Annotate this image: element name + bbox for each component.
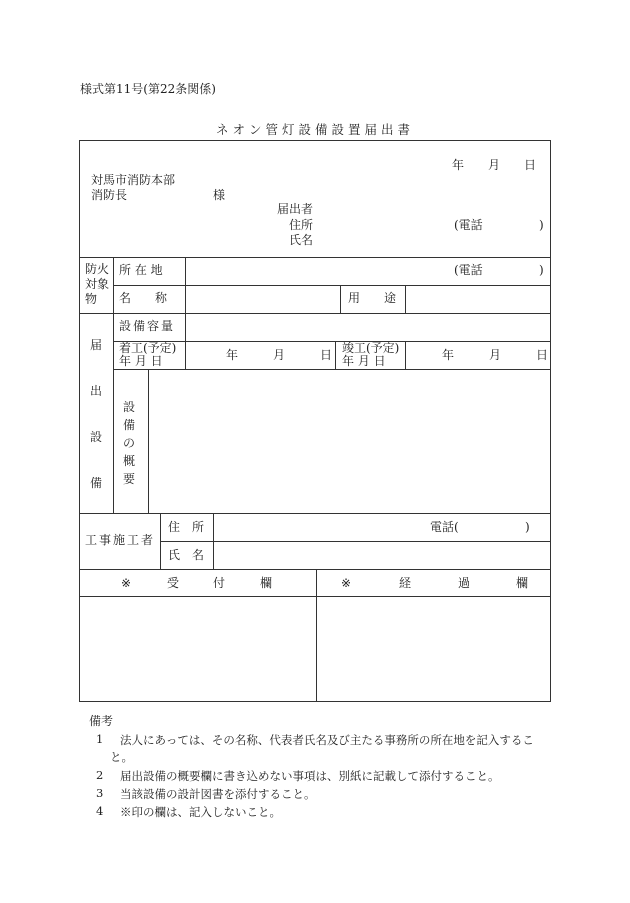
divider xyxy=(113,257,114,513)
page-title: ネオン管灯設備設置届出書 xyxy=(215,122,414,137)
fire-object-label-1: 防火 xyxy=(85,262,110,276)
applicant-phone-close: ) xyxy=(539,218,544,232)
contractor-name-label: 氏 名 xyxy=(168,548,205,562)
header-date-day: 日 xyxy=(524,158,537,172)
divider xyxy=(316,569,317,701)
receipt-char-3: 欄 xyxy=(260,576,273,590)
applicant-label: 届出者 xyxy=(277,202,314,216)
overview-char-4: 概 xyxy=(123,454,136,468)
divider xyxy=(405,285,406,314)
receipt-mark: ※ xyxy=(121,576,132,590)
receipt-char-1: 受 xyxy=(167,576,180,590)
fire-object-label-3: 物 xyxy=(85,292,98,306)
divider xyxy=(340,285,341,314)
end-label-1: 竣工(予定) xyxy=(342,341,400,355)
addressee-line2: 消防長 xyxy=(91,188,128,202)
end-date-year: 年 xyxy=(442,348,455,362)
addressee-line1: 対馬市消防本部 xyxy=(91,173,176,187)
contractor-address-label: 住 所 xyxy=(168,520,205,534)
progress-mark: ※ xyxy=(341,576,352,590)
progress-char-3: 欄 xyxy=(516,576,529,590)
note-number: 4 xyxy=(96,804,104,818)
note-text: ※印の欄は、記入しないこと。 xyxy=(120,805,281,819)
use-label: 用 途 xyxy=(348,291,397,305)
start-date-month: 月 xyxy=(273,348,286,362)
form-id: 様式第11号(第22条関係) xyxy=(80,82,216,96)
application-form-table xyxy=(79,140,551,702)
progress-char-1: 経 xyxy=(399,576,412,590)
divider xyxy=(80,313,550,314)
divider xyxy=(80,569,550,570)
divider xyxy=(80,257,550,258)
overview-char-5: 要 xyxy=(123,472,136,486)
overview-char-3: の xyxy=(123,436,136,450)
divider xyxy=(80,513,550,514)
contractor-label: 工事施工者 xyxy=(85,533,156,547)
header-date-year: 年 xyxy=(452,158,465,172)
equipment-section-char-4: 備 xyxy=(90,476,103,490)
fire-object-label-2: 対象 xyxy=(85,277,110,291)
end-label-2: 年 月 日 xyxy=(342,354,386,368)
equipment-section-char-1: 届 xyxy=(90,338,103,352)
divider xyxy=(405,341,406,370)
receipt-char-2: 付 xyxy=(213,576,226,590)
applicant-name-label: 氏名 xyxy=(289,233,314,247)
overview-char-2: 備 xyxy=(123,418,136,432)
note-number: 3 xyxy=(96,786,104,800)
applicant-phone-label: (電話 xyxy=(454,218,483,232)
equipment-section-char-2: 出 xyxy=(90,384,103,398)
end-date-day: 日 xyxy=(536,348,549,362)
capacity-label: 設備容量 xyxy=(119,319,176,333)
end-date-month: 月 xyxy=(489,348,502,362)
start-label-2: 年 月 日 xyxy=(119,354,163,368)
applicant-address-label: 住所 xyxy=(289,218,314,232)
divider xyxy=(335,341,336,370)
divider xyxy=(113,369,550,370)
divider xyxy=(148,369,149,513)
start-label-1: 着工(予定) xyxy=(119,341,177,355)
contractor-phone-label: 電話( xyxy=(430,520,459,534)
location-phone-label: (電話 xyxy=(454,263,483,277)
start-date-year: 年 xyxy=(226,348,239,362)
divider xyxy=(113,341,550,342)
progress-char-2: 過 xyxy=(458,576,471,590)
start-date-day: 日 xyxy=(320,348,333,362)
notes-heading: 備考 xyxy=(89,714,114,728)
divider xyxy=(113,285,550,286)
location-label: 所 在 地 xyxy=(119,263,163,277)
header-date-month: 月 xyxy=(488,158,501,172)
equipment-section-char-3: 設 xyxy=(90,430,103,444)
note-text: 届出設備の概要欄に書き込めない事項は、別紙に記載して添付すること。 xyxy=(120,769,500,783)
note-text-continued: と。 xyxy=(110,750,133,764)
overview-char-1: 設 xyxy=(123,400,136,414)
divider xyxy=(80,596,550,597)
name-label: 名 称 xyxy=(119,291,168,305)
note-text: 法人にあっては、その名称、代表者氏名及び主たる事務所の所在地を記入するこ xyxy=(120,733,534,747)
note-number: 2 xyxy=(96,768,104,782)
note-number: 1 xyxy=(96,732,104,746)
addressee-honorific: 様 xyxy=(213,188,226,202)
location-phone-close: ) xyxy=(539,263,544,277)
divider xyxy=(160,541,550,542)
contractor-phone-close: ) xyxy=(525,520,530,534)
note-text: 当該設備の設計図書を添付すること。 xyxy=(120,787,316,801)
